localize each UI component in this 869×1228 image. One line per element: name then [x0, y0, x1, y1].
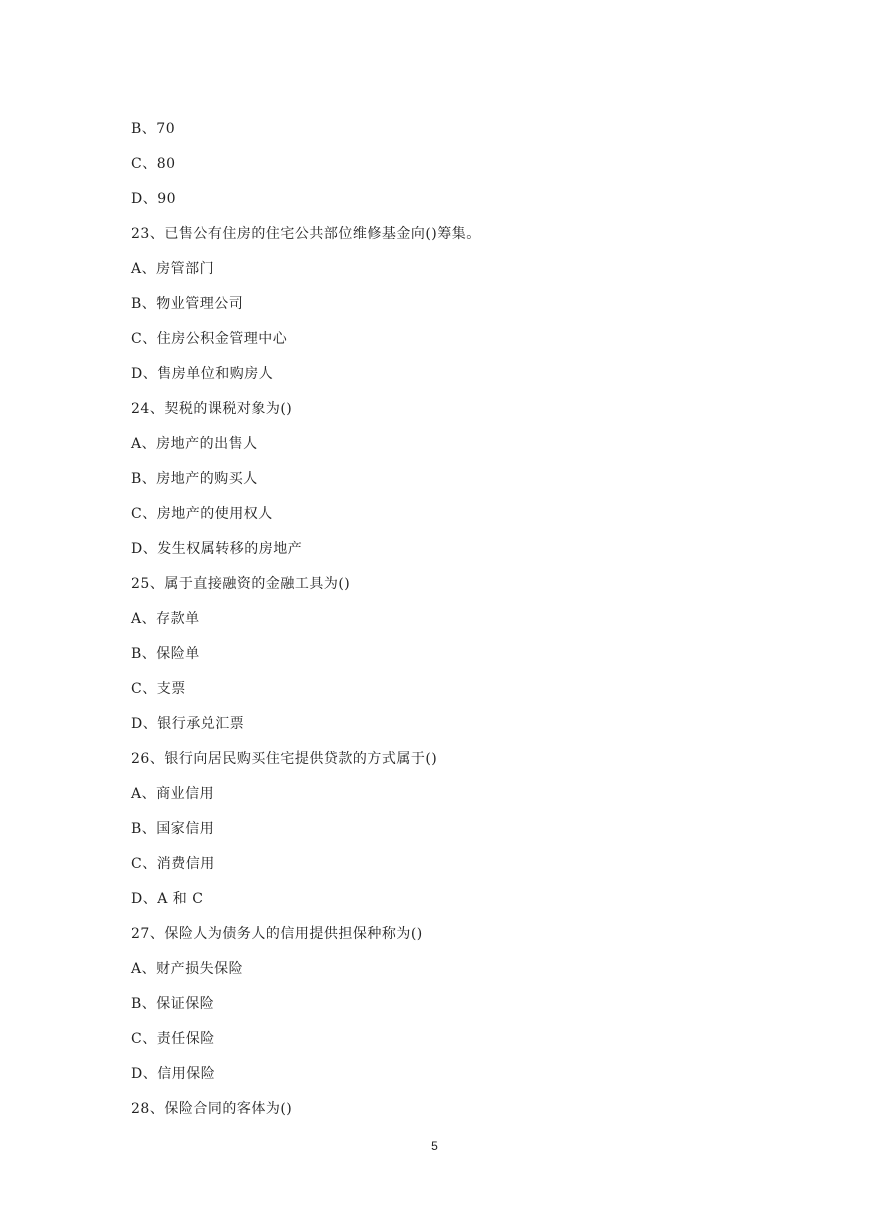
question-line: 24、契税的课税对象为()	[131, 401, 293, 417]
option-line: B、保险单	[131, 646, 200, 662]
option-line: C、房地产的使用权人	[131, 506, 273, 522]
question-line: 26、银行向居民购买住宅提供贷款的方式属于()	[131, 751, 438, 767]
option-line: D、银行承兑汇票	[131, 716, 245, 732]
question-line: 23、已售公有住房的住宅公共部位维修基金向()筹集。	[131, 226, 481, 242]
option-line: B、房地产的购买人	[131, 471, 258, 487]
option-line: C、消费信用	[131, 856, 215, 872]
question-line: 25、属于直接融资的金融工具为()	[131, 576, 351, 592]
option-line: B、70	[131, 121, 176, 137]
option-line: C、住房公积金管理中心	[131, 331, 288, 347]
option-line: A、存款单	[131, 611, 200, 627]
option-line: A、财产损失保险	[131, 961, 244, 977]
option-line: B、国家信用	[131, 821, 215, 837]
option-line: C、80	[131, 156, 176, 172]
option-line: D、售房单位和购房人	[131, 366, 274, 382]
option-line: D、信用保险	[131, 1066, 216, 1082]
option-line: D、发生权属转移的房地产	[131, 541, 303, 557]
option-line: B、物业管理公司	[131, 296, 244, 312]
option-line: A、房地产的出售人	[131, 436, 258, 452]
option-line: C、支票	[131, 681, 186, 697]
option-line: A、商业信用	[131, 786, 215, 802]
option-line: B、保证保险	[131, 996, 215, 1012]
option-line: D、90	[131, 191, 177, 207]
option-line: C、责任保险	[131, 1031, 215, 1047]
question-list	[131, 119, 831, 1134]
question-line: 28、保险合同的客体为()	[131, 1101, 293, 1117]
option-line: D、A 和 C	[131, 891, 204, 907]
question-line: 27、保险人为债务人的信用提供担保种称为()	[131, 926, 423, 942]
option-line: A、房管部门	[131, 261, 215, 277]
page-number: 5	[431, 1139, 438, 1153]
